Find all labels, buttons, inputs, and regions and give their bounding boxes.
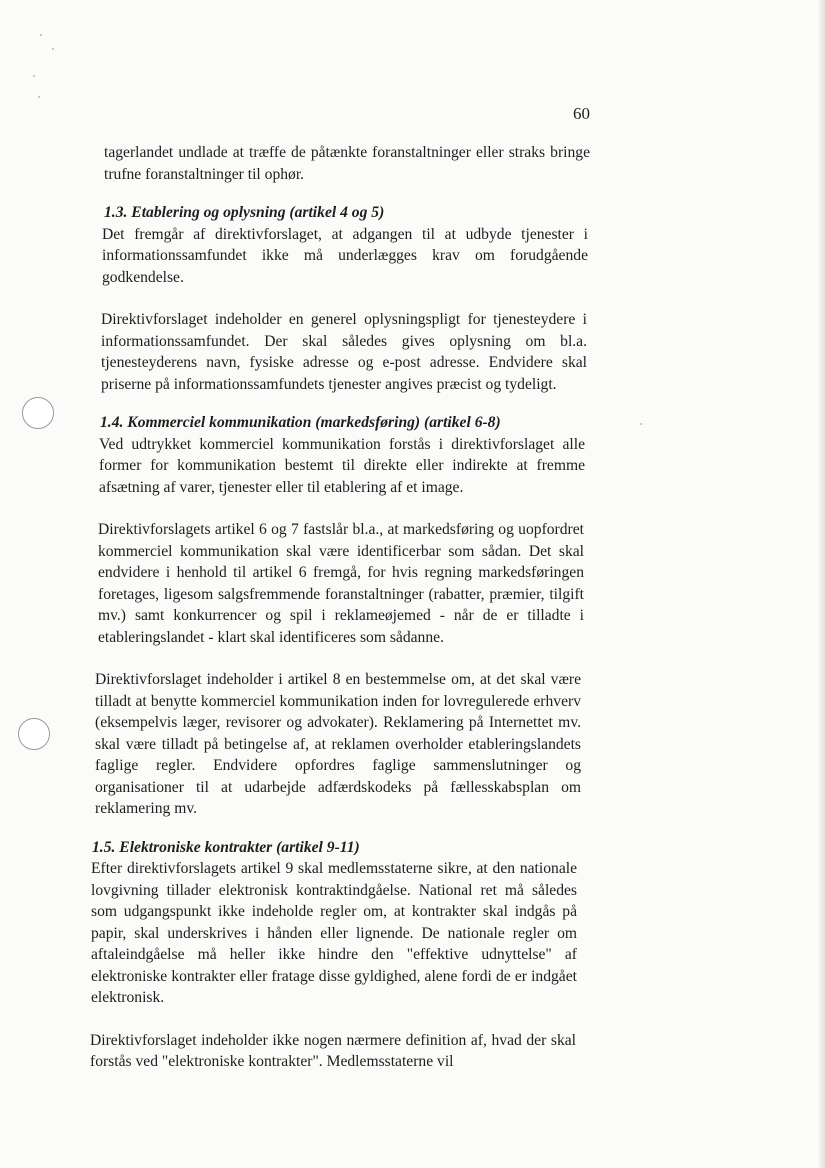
scan-speck — [40, 34, 42, 36]
page-number: 60 — [573, 104, 590, 123]
scan-speck — [38, 96, 40, 98]
paragraph: Direktivforslaget indeholder i artikel 8 en bestemmelse om, at det skal være tilladt at benytte kommerciel kommunikation inden for lovregulerede erhverv (eksempelvis læger, revisorer og advokater). Reklamering på Internettet mv. skal være tilladt på betingelse af, at reklamen overholder etableringslandets faglige regler. Endvidere opfordres faglige sammenslutninger og organisationer til at udarbejde adfærdskodeks på fællesskabsplan om reklamering mv. — [95, 671, 581, 817]
paragraph: Det fremgår af direktivforslaget, at adgangen til at udbyde tjenester i informationssamfundet ikke må underlægges krav om forudgående godkendelse. — [102, 225, 588, 286]
paragraph: tagerlandet undlade at træffe de påtænkte foranstaltninger eller straks bringe trufne foranstaltninger til ophør. — [104, 144, 590, 183]
scan-speck — [33, 75, 35, 77]
scan-speck — [52, 48, 54, 50]
paragraph: Direktivforslaget indeholder en generel oplysningspligt for tjenesteydere i informationssamfundet. Der skal således gives oplysning om bl.a. tjenesteyderens navn, fysiske adresse og e-post adresse. Endvidere skal priserne på informationssamfundets tjenester angives præcist og tydeligt. — [101, 311, 587, 393]
section-heading: 1.3. Etablering og oplysning (artikel 4 og 5) — [104, 204, 385, 221]
paragraph: Ved udtrykket kommerciel kommunikation forstås i direktivforslaget alle former for kommunikation bestemt til direkte eller indirekte at fremme afsætning af varer, tjenester eller til etablering af et image. — [99, 435, 585, 496]
section-heading: 1.4. Kommerciel kommunikation (markedsføring) (artikel 6-8) — [100, 414, 501, 431]
document-body — [0, 142, 825, 1073]
paragraph: Direktivforslagets artikel 6 og 7 fastslår bl.a., at markedsføring og uopfordret kommerciel kommunikation skal være identificerbar som sådan. Det skal endvidere i henhold til artikel 6 fremgå, for hvis regning markedsføringen foretages, ligesom salgsfremmende foranstaltninger (rabatter, præmier, tilgift mv.) samt konkurrencer og spil i reklameøjemed - når de er tilladte i etableringslandet - klart skal identificeres som sådanne. — [98, 521, 584, 646]
section-heading: 1.5. Elektroniske kontrakter (artikel 9-11) — [92, 838, 360, 856]
paragraph: Efter direktivforslagets artikel 9 skal medlemsstaterne sikre, at den nationale lovgivning tillader elektronisk kontraktindgåelse. National ret må således som udgangspunkt ikke indeholde regler om, at kontrakter skal indgås på papir, skal underskrives i hånden eller lignende. De nationale regler om aftaleindgåelse må heller ikke hindre den "effektive udnyttelse" af elektroniske kontrakter eller fratage disse gyldighed, alene fordi de er indgået elektronisk. — [91, 860, 577, 1006]
paragraph: Direktivforslaget indeholder ikke nogen nærmere definition af, hvad der skal forstås ved "elektroniske kontrakter". Medlemsstaterne vil — [90, 1031, 576, 1070]
